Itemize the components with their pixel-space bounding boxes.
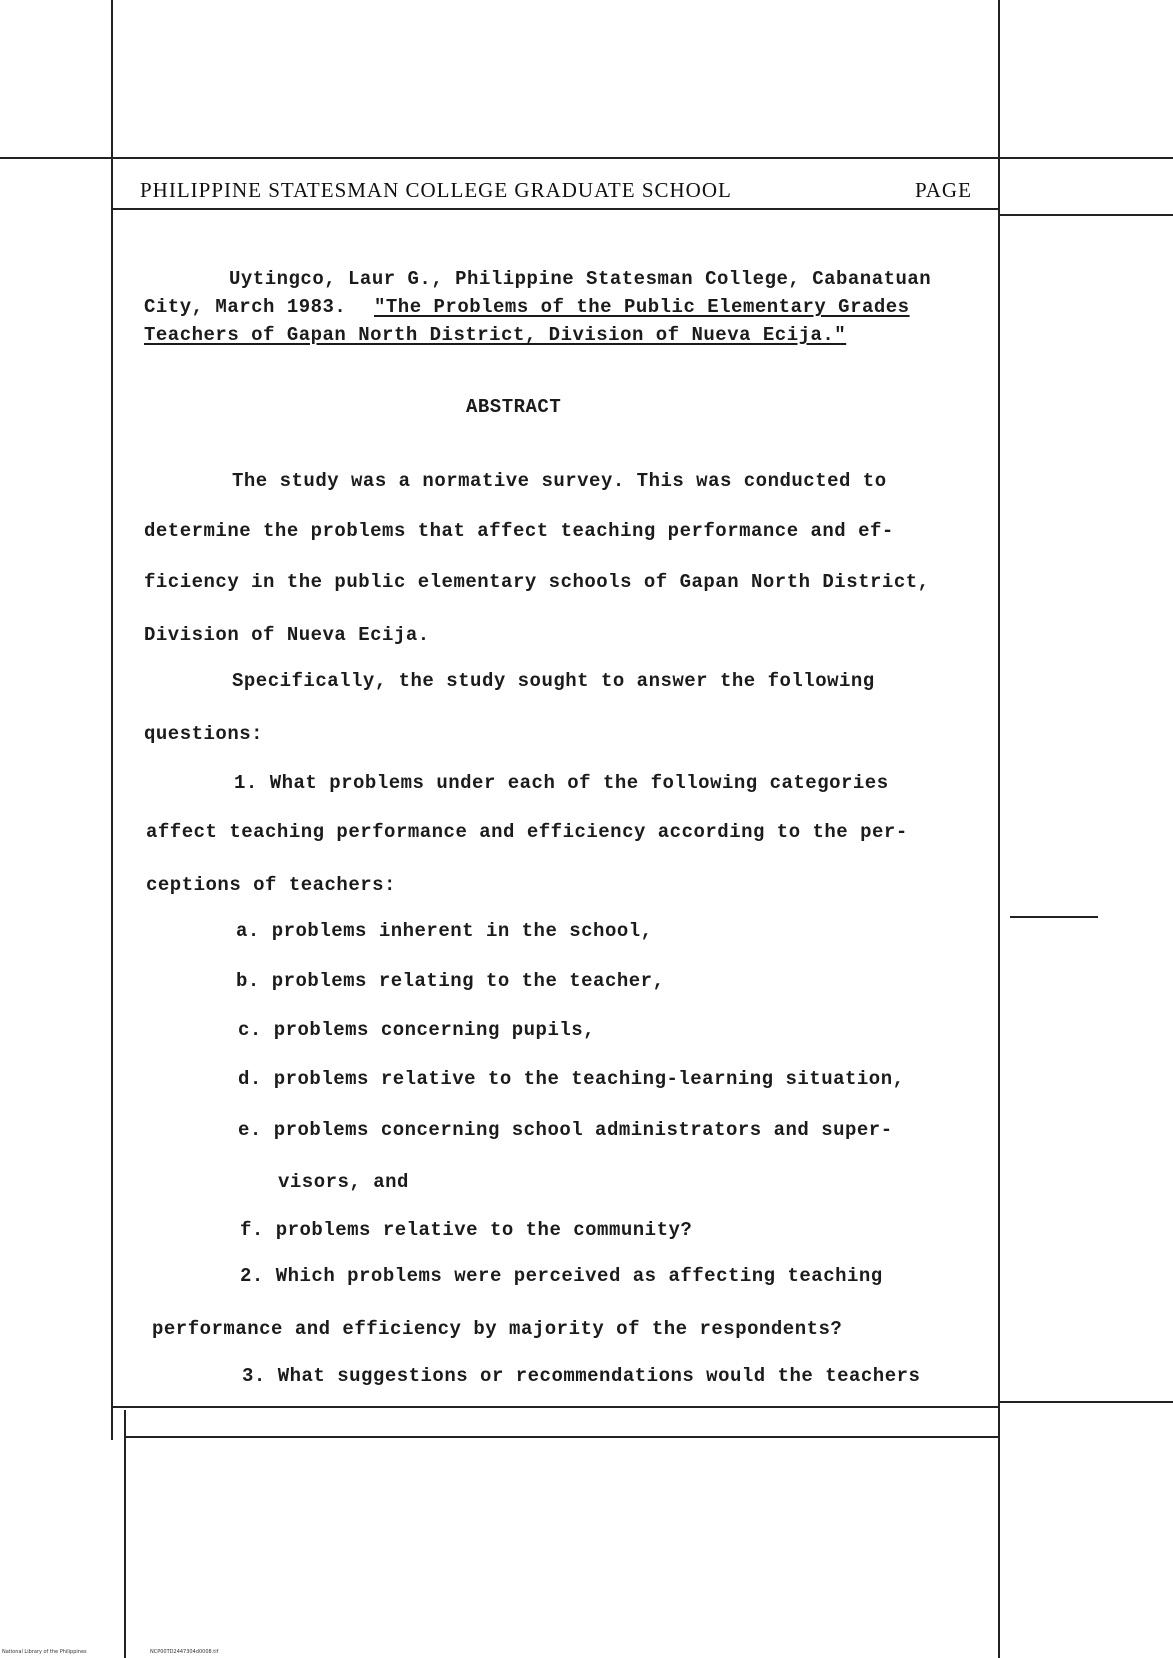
category-item-continued: visors, and — [278, 1171, 409, 1193]
footer-file-id: NCP00TD2447304d0008.tif — [150, 1649, 219, 1655]
form-left-rule — [111, 0, 113, 1440]
page-header — [140, 178, 990, 203]
footer-top-rule — [111, 1406, 1000, 1408]
header-top-rule — [0, 157, 1173, 159]
body-line: ceptions of teachers: — [146, 874, 396, 896]
category-item: f. problems relative to the community? — [240, 1219, 693, 1241]
body-line: Division of Nueva Ecija. — [144, 624, 430, 646]
body-line: The study was a normative survey. This was conducted to — [232, 470, 887, 492]
form-left-rule-lower — [124, 1410, 126, 1658]
category-item: a. problems inherent in the school, — [236, 920, 653, 942]
header-bottom-rule — [111, 208, 1000, 210]
body-line: ficiency in the public elementary schools of Gapan North District, — [144, 571, 930, 593]
question-item: 1. What problems under each of the following categories — [234, 772, 889, 794]
body-line: questions: — [144, 723, 264, 745]
form-right-rule — [998, 0, 1000, 1658]
category-item: c. problems concerning pupils, — [238, 1019, 596, 1041]
page-label: PAGE — [915, 178, 972, 202]
citation-title-line-2: Teachers of Gapan North District, Division of Nueva Ecija." — [144, 324, 847, 346]
category-item: b. problems relating to the teacher, — [236, 970, 665, 992]
margin-rule — [1010, 916, 1098, 918]
college-name: PHILIPPINE STATESMAN COLLEGE GRADUATE SCHOOL — [140, 178, 732, 202]
category-item: e. problems concerning school administrators and super- — [238, 1119, 893, 1141]
body-line: affect teaching performance and efficiency according to the per- — [146, 821, 908, 843]
footer-library: National Library of the Philippines — [2, 1649, 87, 1655]
citation-line-1: Uytingco, Laur G., Philippine Statesman College, Cabanatuan — [229, 268, 932, 290]
citation-title-line-1: "The Problems of the Public Elementary Grades — [374, 296, 910, 318]
header-bottom-rule-margin — [1000, 214, 1173, 216]
footer-inner-rule — [124, 1436, 1000, 1438]
body-line: determine the problems that affect teaching performance and ef- — [144, 520, 894, 542]
category-item: d. problems relative to the teaching-learning situation, — [238, 1068, 905, 1090]
citation-line-2-prefix: City, March 1983. — [144, 296, 347, 318]
footer-top-rule-margin — [1000, 1401, 1173, 1403]
question-item: 2. Which problems were perceived as affecting teaching — [240, 1265, 883, 1287]
body-line: performance and efficiency by majority of the respondents? — [152, 1318, 843, 1340]
question-item: 3. What suggestions or recommendations would the teachers — [242, 1365, 921, 1387]
body-line: Specifically, the study sought to answer the following — [232, 670, 875, 692]
abstract-heading: ABSTRACT — [466, 396, 562, 418]
